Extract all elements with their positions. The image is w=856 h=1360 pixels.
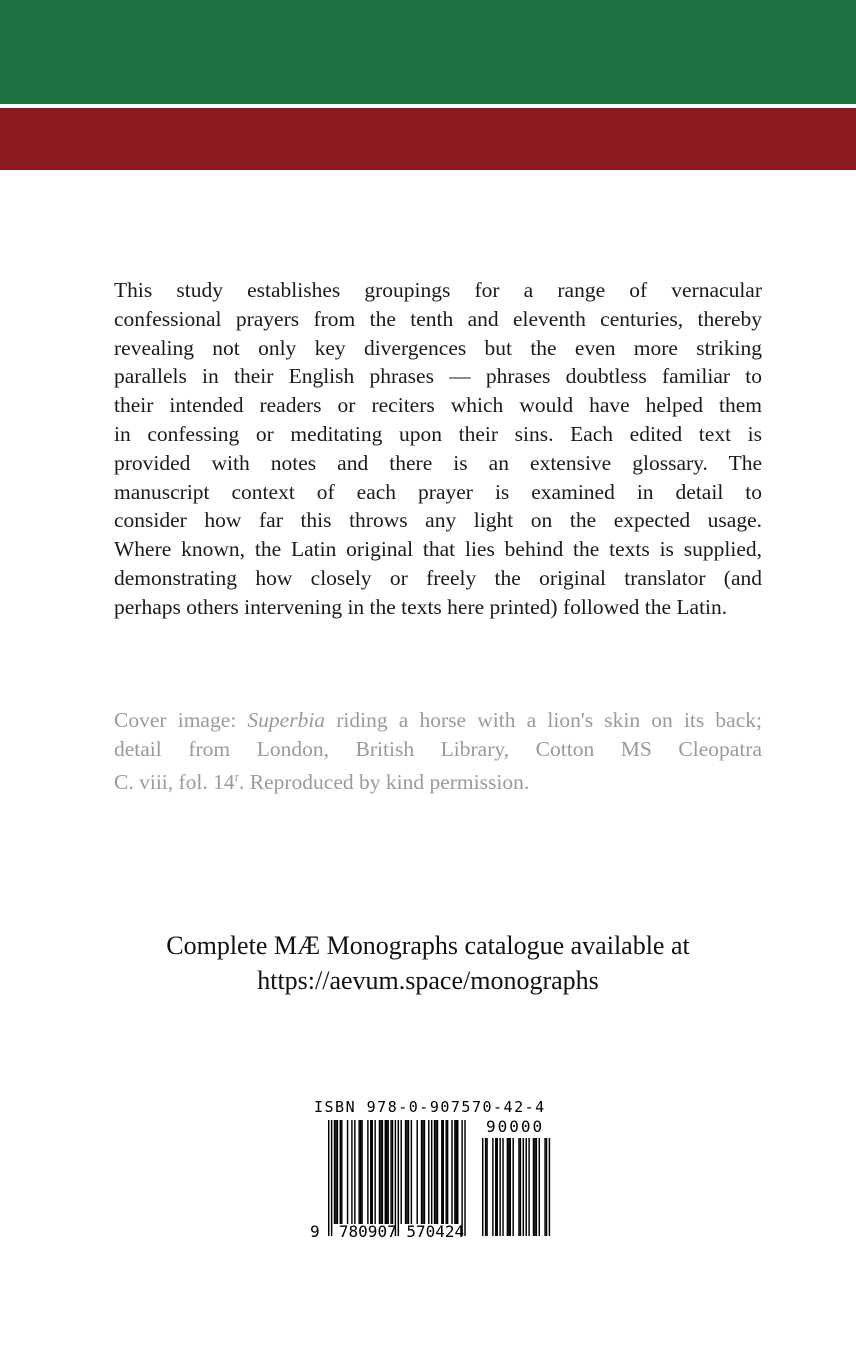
addon-bar: [485, 1138, 486, 1236]
barcode-bar: [340, 1120, 341, 1224]
blurb-line: in confessing or meditating upon their sins. Each edited text is: [114, 421, 762, 446]
barcode-bar: [422, 1120, 423, 1224]
green-band: [0, 0, 856, 104]
barcode-bar: [379, 1120, 380, 1224]
barcode-bar: [328, 1120, 329, 1236]
barcode-bar: [382, 1120, 383, 1224]
addon-bar: [482, 1138, 483, 1236]
addon-bar: [495, 1138, 496, 1236]
blurb-line: confessional prayers from the tenth and eleventh centuries, thereby: [114, 306, 762, 331]
addon-bar: [486, 1138, 487, 1236]
addon-bar: [508, 1138, 509, 1236]
barcode-bar: [456, 1120, 457, 1224]
barcode-bar: [335, 1120, 336, 1224]
caption-line: [114, 763, 762, 795]
barcode-bar: [401, 1120, 402, 1224]
barcode-bar: [398, 1120, 399, 1236]
left-digits: 780907: [338, 1222, 397, 1241]
barcode-bar: [457, 1120, 458, 1224]
barcode-digits: [310, 1222, 464, 1241]
barcode-bar: [380, 1120, 381, 1224]
blurb-line: revealing not only key divergences but the even more striking: [114, 335, 762, 360]
addon-bar: [549, 1138, 550, 1236]
blurb-line: perhaps others intervening in the texts here printed) followed the Latin.: [114, 594, 728, 619]
barcode-bar: [405, 1120, 406, 1224]
catalogue-notice: [0, 928, 856, 998]
barcode-bar: [411, 1120, 412, 1224]
isbn-label: ISBN 978-0-907570-42-4: [314, 1098, 546, 1116]
blurb-line: parallels in their English phrases — phrases doubtless familiar to: [114, 364, 762, 389]
addon-bar: [512, 1138, 513, 1236]
addon-bar: [544, 1138, 545, 1236]
blurb-line: This study establishes groupings for a range of vernacular: [114, 278, 762, 302]
barcode-bar: [347, 1120, 348, 1224]
addon-bar: [520, 1138, 521, 1236]
barcode-bar: [337, 1120, 338, 1224]
caption-italic: Superbia: [247, 708, 326, 732]
barcode-bar: [387, 1120, 388, 1224]
barcode-bar: [358, 1120, 359, 1224]
addon-bar: [523, 1138, 524, 1236]
addon-bar: [526, 1138, 527, 1236]
addon-bar: [536, 1138, 537, 1236]
addon-digits: 90000: [486, 1117, 545, 1136]
addon-bar: [497, 1138, 498, 1236]
barcode-bar: [360, 1120, 361, 1224]
blurb-line: Where known, the Latin original that lies behind the texts is supplied,: [114, 537, 762, 562]
blurb-text: [114, 276, 762, 622]
barcode-bar: [428, 1120, 429, 1224]
barcode-bar: [454, 1120, 455, 1224]
addon-bar: [533, 1138, 534, 1236]
barcode-bar: [351, 1120, 352, 1224]
barcode-bar: [435, 1120, 436, 1224]
red-band: [0, 108, 856, 170]
first-digit: 9: [310, 1222, 320, 1241]
caption-folio: C. viii, fol. 14: [114, 770, 235, 795]
barcode-bar: [461, 1120, 462, 1236]
barcode-bar: [408, 1120, 409, 1224]
barcode-bar: [421, 1120, 422, 1224]
barcode-bar: [447, 1120, 448, 1224]
barcode-bar: [331, 1120, 332, 1236]
addon-bar: [539, 1138, 540, 1236]
addon-bar: [534, 1138, 535, 1236]
barcode-bar: [386, 1120, 387, 1224]
barcode-bar: [392, 1120, 393, 1224]
barcode-bar: [367, 1120, 368, 1224]
barcode-bar: [443, 1120, 444, 1224]
barcode-bar: [437, 1120, 438, 1224]
addon-bar: [510, 1138, 511, 1236]
barcode-bar: [434, 1120, 435, 1224]
barcode-bar: [370, 1120, 371, 1224]
right-digits: 570424: [406, 1222, 465, 1241]
addon-bar: [507, 1138, 508, 1236]
blurb-line: consider how far this throws any light on the expected usage.: [114, 508, 762, 533]
barcode-bar: [451, 1120, 452, 1224]
addon-bar: [499, 1138, 500, 1236]
barcode-bar: [406, 1120, 407, 1224]
catalogue-url: https://aevum.space/monographs: [257, 966, 599, 995]
barcode-bar: [464, 1120, 465, 1236]
caption-permission: . Reproduced by kind permission.: [239, 770, 530, 795]
blurb-line: manuscript context of each prayer is examined in detail to: [114, 479, 762, 504]
barcode-bar: [341, 1120, 342, 1224]
blurb-line: provided with notes and there is an extensive glossary. The: [114, 450, 762, 475]
caption-prefix: Cover image:: [114, 708, 248, 732]
barcode-bar: [416, 1120, 417, 1224]
barcode-bar: [372, 1120, 373, 1224]
barcode-bar: [441, 1120, 442, 1224]
cover-image-credit: [114, 706, 762, 795]
barcode-bar: [385, 1120, 386, 1224]
addon-bar: [528, 1138, 529, 1236]
caption-recto: r: [234, 769, 239, 784]
caption-line: detail from London, British Library, Cotton MS Cleopatra: [114, 736, 762, 761]
catalogue-line: Complete MÆ Monographs catalogue available at: [166, 931, 690, 960]
addon-bar: [502, 1138, 503, 1236]
barcode-bar: [445, 1120, 446, 1224]
barcode-bar: [354, 1120, 355, 1224]
blurb-line: their intended readers or reciters which would have helped them: [114, 393, 762, 418]
addon-bar: [518, 1138, 519, 1236]
addon-bar: [492, 1138, 493, 1236]
barcode-bar: [374, 1120, 375, 1224]
caption-rest: riding a horse with a lion's skin on its back;: [325, 708, 762, 732]
barcode-bar: [424, 1120, 425, 1224]
barcode-bar: [390, 1120, 391, 1224]
caption-line: [114, 706, 762, 735]
barcode-bar: [395, 1120, 396, 1236]
barcode-bar: [334, 1120, 335, 1224]
addon-bar: [546, 1138, 547, 1236]
barcode-bar: [361, 1120, 362, 1224]
isbn-barcode: [310, 1098, 560, 1248]
barcode-bar: [431, 1120, 432, 1224]
blurb-line: demonstrating how closely or freely the original translator (and: [114, 565, 762, 590]
